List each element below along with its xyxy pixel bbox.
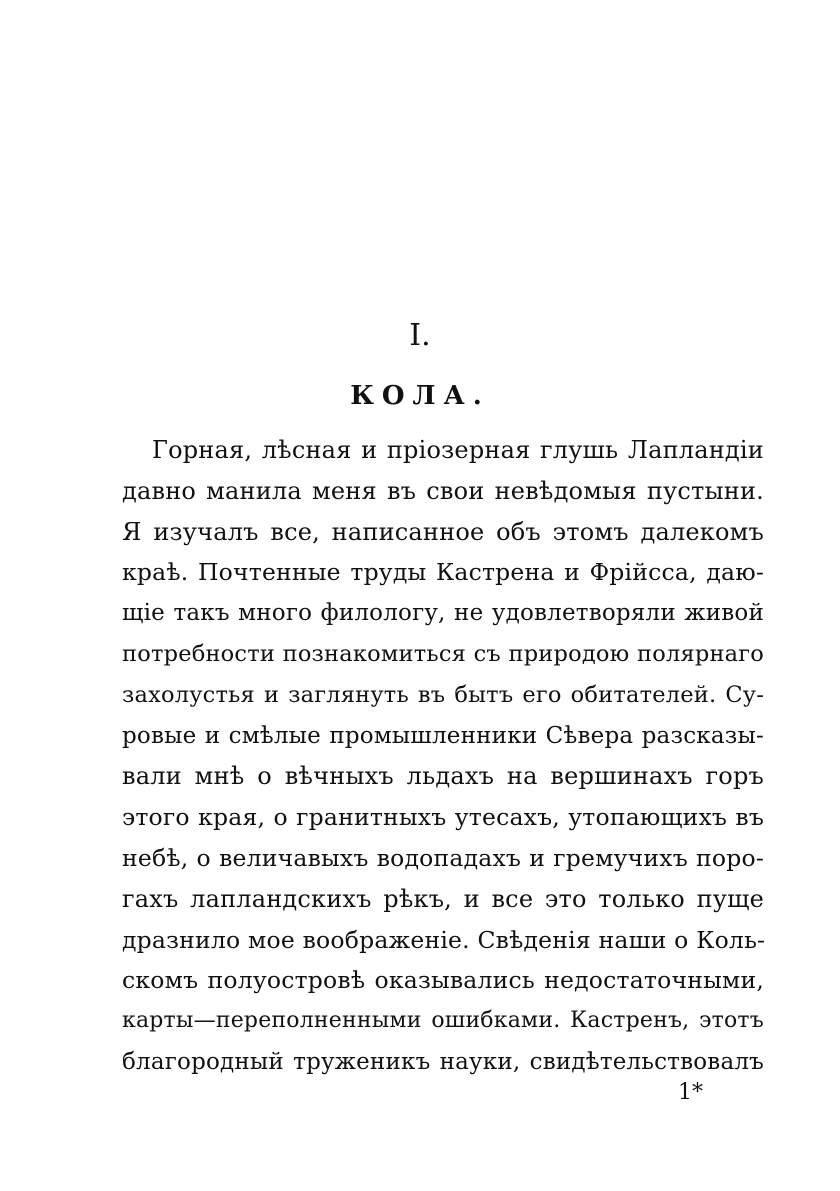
body-text [122,430,764,1083]
text-line: гахъ лапландскихъ рѣкъ, и все это только пуще [122,884,764,913]
page-signature: 1* [678,1080,703,1105]
text-line: Горная, лѣсная и пріозерная глушь Лапландіи [152,436,764,464]
text-line: карты—переполненными ошибками. Кастренъ, этотъ [122,1008,764,1034]
text-line: Я изучалъ все, написанное объ этомъ далекомъ [122,517,764,546]
text-line: вали мнѣ о вѣчныхъ льдахъ на вершинахъ горъ [122,762,764,791]
text-line: краѣ. Почтенные труды Кастрена и Фрійсса, даю- [122,558,764,587]
text-line: захолустья и заглянуть въ бытъ его обитателей. Су- [122,681,764,708]
text-line: потребности познакомиться съ природою полярнаго [122,640,764,667]
text-line: небѣ, о величавыхъ водопадахъ и гремучихъ поро- [122,843,764,872]
text-line: благородный труженикъ науки, свидѣтельствовалъ [122,1048,764,1075]
text-line: щіе такъ много филологу, не удовлетворяли живой [122,600,764,627]
text-line: этого края, о гранитныхъ утесахъ, утопающихъ въ [122,803,764,832]
text-line: дразнило мое воображеніе. Свѣденія наши о Коль- [122,925,766,954]
chapter-title: КОЛА. [350,381,490,411]
text-line: скомъ полуостровѣ оказывались недостаточными, [122,966,764,995]
text-line: ровые и смѣлые промышленники Сѣвера разсказы- [122,722,764,749]
text-line: давно манила меня въ свои невѣдомыя пустыни. [122,476,764,505]
chapter-number: I. [409,318,431,353]
